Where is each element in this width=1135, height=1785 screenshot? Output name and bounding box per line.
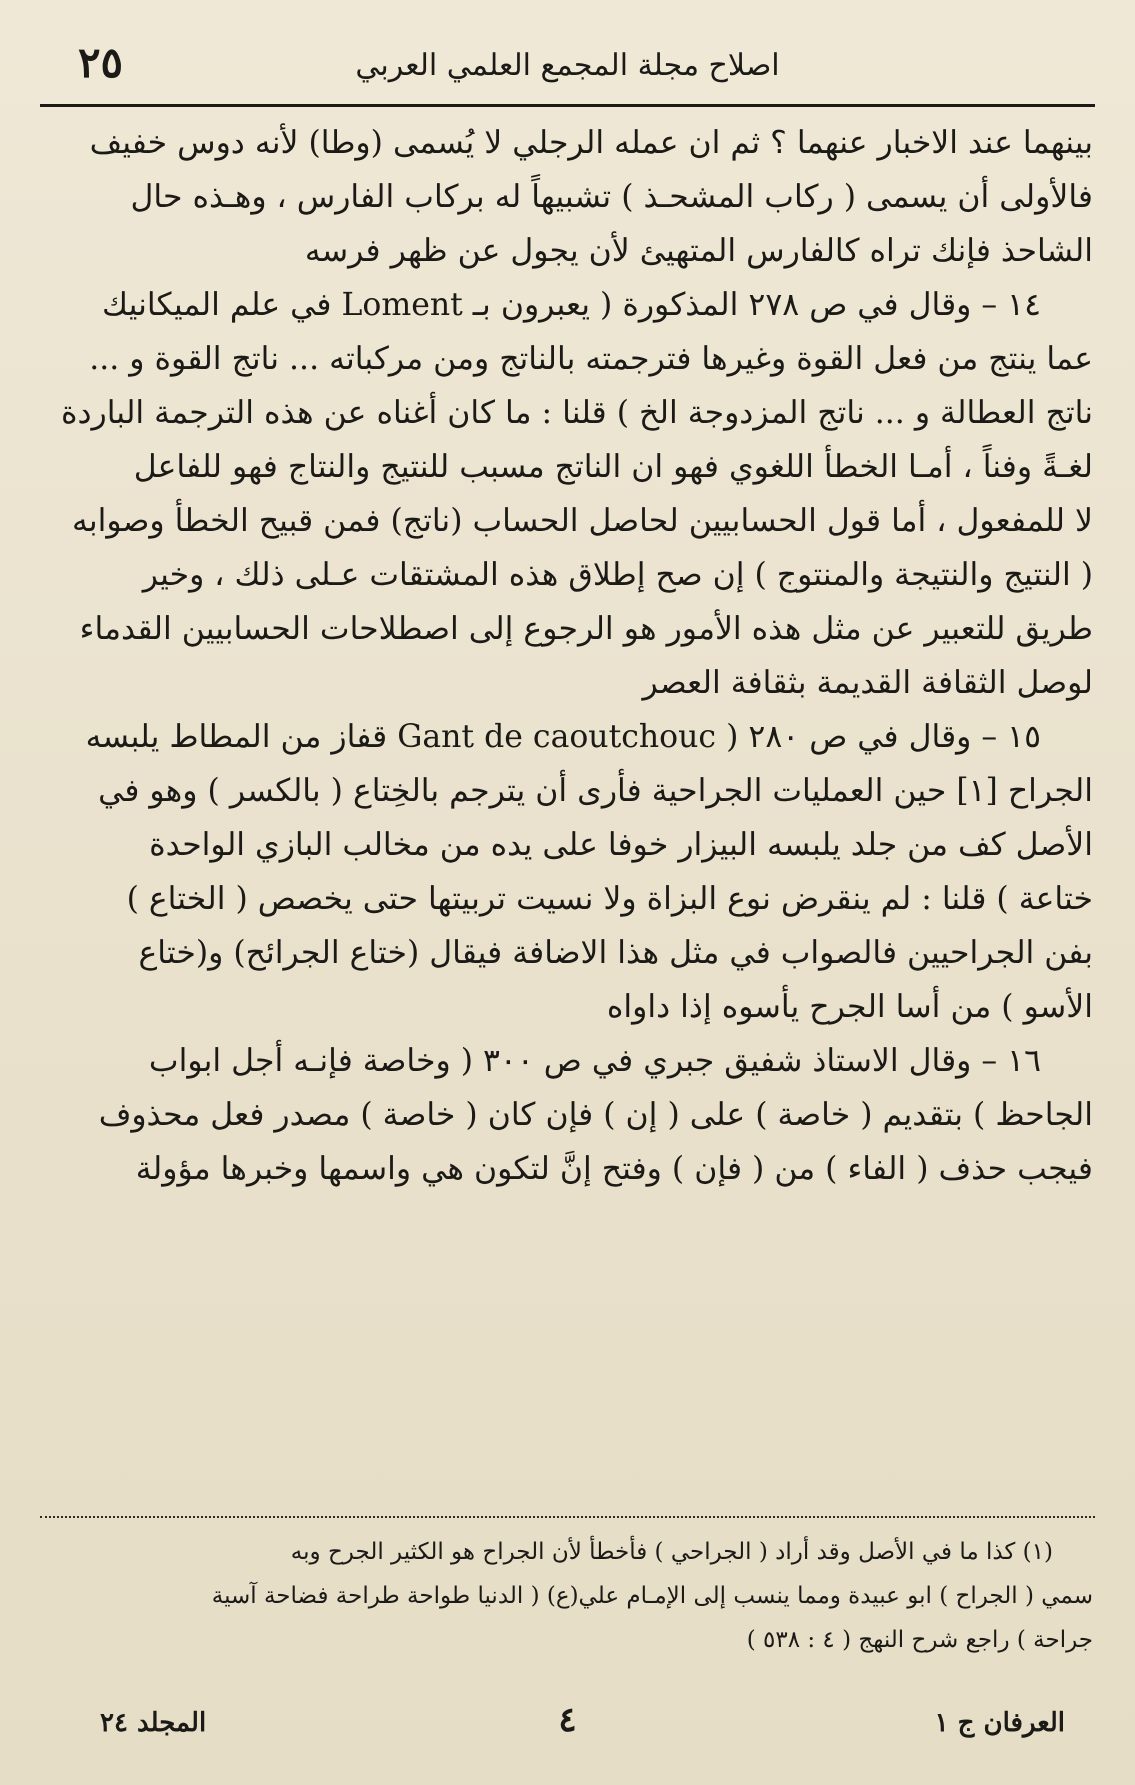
text-line: لوصل الثقافة القديمة بثقافة العصر — [642, 665, 1093, 701]
text-line: عما ينتج من فعل القوة وغيرها فترجمته بالناتج ومن مركباته ... ناتج القوة و ... — [89, 341, 1093, 377]
page-number: ٢٥ — [78, 38, 124, 87]
text-line: لغـةً وفناً ، أمـا الخطأ اللغوي فهو ان الناتج مسبب للنتيج والنتاج فهو للفاعل — [133, 449, 1093, 485]
text-line: ( النتيج والنتيجة والمنتوج ) إن صح إطلاق هذه المشتقات عـلى ذلك ، وخير — [142, 557, 1093, 593]
running-title: اصلاح مجلة المجمع العلمي العربي — [355, 48, 780, 83]
paragraph-16-start: ١٦ – وقال الاستاذ شفيق جبري في ص ٣٠٠ ( وخاصة فإنـه أجل ابواب — [148, 1043, 1041, 1079]
paragraph-14-start: ١٤ – وقال في ص ٢٧٨ المذكورة ( يعبرون بـ Loment في علم الميكانيك — [102, 287, 1041, 323]
text-line: ناتج العطالة و ... ناتج المزدوجة الخ ) قلنا : ما كان أغناه عن هذه الترجمة الباردة — [60, 395, 1093, 431]
footnote-divider — [40, 1516, 1095, 1518]
page-footer — [40, 1700, 1095, 1750]
footnote-line: (١) كذا ما في الأصل وقد أراد ( الجراحي ) فأخطأ لأن الجراح هو الكثير الجرح وبه — [290, 1539, 1053, 1565]
text-line: ختاعة ) قلنا : لم ينقرض نوع البزاة ولا نسيت تربيتها حتى يخصص ( الختاع ) — [126, 881, 1093, 917]
header-divider — [40, 104, 1095, 107]
journal-issue-label: العرفان ج ١ — [934, 1708, 1065, 1738]
text-line: الجاحظ ) بتقديم ( خاصة ) على ( إن ) فإن كان ( خاصة ) مصدر فعل محذوف — [98, 1097, 1093, 1133]
text-line: الشاحذ فإنك تراه كالفارس المتهيئ لأن يجول عن ظهر فرسه — [304, 233, 1093, 269]
paragraph-15-start: ١٥ – وقال في ص ٢٨٠ ( Gant de caoutchouc قفاز من المطاط يلبسه — [85, 719, 1041, 755]
text-line: الأصل كف من جلد يلبسه البيزار خوفا على يده من مخالب البازي الواحدة — [149, 827, 1093, 863]
text-line: الأسو ) من أسا الجرح يأسوه إذا داواه — [606, 989, 1093, 1025]
signature-mark: ٤ — [558, 1700, 577, 1740]
footnotes — [42, 1530, 1093, 1690]
footnote-line: جراحة ) راجع شرح النهج ( ٤ : ٥٣٨ ) — [746, 1627, 1093, 1653]
text-line: الجراح [١] حين العمليات الجراحية فأرى أن يترجم بالخِتاع ( بالكسر ) وهو في — [98, 773, 1093, 809]
text-line: بينهما عند الاخبار عنهما ؟ ثم ان عمله الرجلي لا يُسمى (وطا) لأنه دوس خفيف — [89, 125, 1093, 161]
page-header — [40, 36, 1095, 106]
text-line: طريق للتعبير عن مثل هذه الأمور هو الرجوع إلى اصطلاحات الحسابيين القدماء — [79, 611, 1093, 647]
footnote-line: سمي ( الجراح ) ابو عبيدة ومما ينسب إلى الإمـام علي(ع) ( الدنيا طواحة طراحة فضاحة آسية — [211, 1583, 1093, 1609]
text-line: لا للمفعول ، أما قول الحسابيين لحاصل الحساب (ناتج) فمن قبيح الخطأ وصوابه — [71, 503, 1093, 539]
text-line: فالأولى أن يسمى ( ركاب المشحـذ ) تشبيهاً له بركاب الفارس ، وهـذه حال — [130, 179, 1093, 215]
volume-label: المجلد ٢٤ — [100, 1708, 207, 1738]
text-line: فيجب حذف ( الفاء ) من ( فإن ) وفتح إنَّ لتكون هي واسمها وخبرها مؤولة — [135, 1151, 1093, 1187]
text-line: بفن الجراحيين فالصواب في مثل هذا الاضافة فيقال (ختاع الجرائح) و(ختاع — [138, 935, 1093, 971]
body-text — [42, 116, 1093, 1516]
